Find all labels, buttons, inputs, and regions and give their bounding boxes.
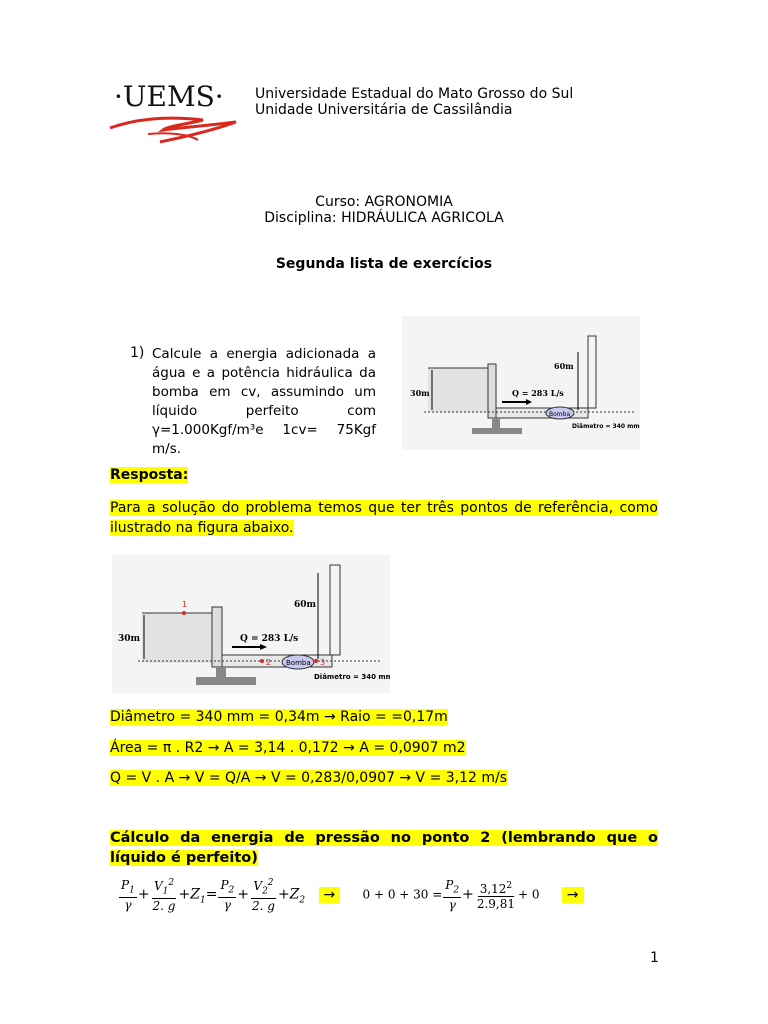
fig1-flow-label: Q = 283 L/s: [512, 388, 564, 398]
formula-v-value: 3,12: [479, 881, 507, 896]
unit-name: Unidade Universitária de Cassilândia: [255, 102, 513, 118]
fig2-diameter-label: Diâmetro = 340 mm: [314, 673, 390, 681]
figure-2: [112, 555, 390, 693]
fig2-pump-label: Bomba: [286, 659, 311, 667]
exercise-number: 1): [130, 345, 145, 361]
fig1-pump-label: Bomba: [549, 411, 571, 418]
calc-line-velocity: Q = V . A → V = Q/A → V = 0,283/0,0907 → V = 3,12 m/s: [110, 770, 508, 786]
uems-logo: [108, 78, 238, 150]
answer-heading: Resposta:: [110, 467, 189, 483]
arrow-1: →: [319, 887, 341, 903]
fig2-point-2: 2: [266, 658, 272, 667]
arrow-2: →: [562, 887, 584, 903]
bernoulli-equation: $\frac{P_1}{\gamma}$ + $\frac{V_1^2}{2. g}$ $+Z_1=$ $\frac{P_2}{\gamma}$ + $\frac{V_2^2}{2. g}$ $+Z_2$ → 0 + 0 + 30 = $\frac{P_2}{\gamma}$ + $\frac{3,12^2}{2.9,81}$ + 0 →: [118, 876, 584, 913]
institution-name: Universidade Estadual do Mato Grosso do Sul: [255, 86, 574, 102]
formula-rhs-left: 0 + 0 + 30 =: [362, 887, 443, 902]
logo-text: ·UEMS·: [114, 80, 224, 113]
fig1-height-label: 60m: [554, 361, 574, 371]
fig1-diameter-label: Diâmetro = 340 mm: [572, 423, 640, 430]
answer-intro: Para a solução do problema temos que ter três pontos de referência, como ilustrado na figura abaixo.: [110, 500, 658, 536]
fig2-flow-label: Q = 283 L/s: [240, 634, 299, 644]
exercise-text: Calcule a energia adicionada a água e a potência hidráulica da bomba em cv, assumindo um líquido perfeito com γ=1.000Kgf/m³e 1cv= 75Kgf m/s.: [152, 346, 376, 457]
fig2-point-1: 1: [182, 600, 188, 609]
calc-line-area: Área = π . R2 → A = 3,14 . 0,172 → A = 0,0907 m2: [110, 740, 466, 756]
page-title: Segunda lista de exercícios: [275, 256, 493, 272]
fig2-point-3: 3: [320, 658, 326, 667]
formula-plus-zero: + 0: [518, 887, 540, 902]
fig2-height-label: 60m: [294, 600, 317, 610]
fig1-depth-label: 30m: [410, 388, 430, 398]
calc-heading: Cálculo da energia de pressão no ponto 2 (lembrando que o líquido é perfeito): [110, 830, 658, 866]
course-line: Curso: AGRONOMIA: [315, 194, 453, 210]
discipline-line: Disciplina: HIDRÁULICA AGRICOLA: [264, 210, 504, 226]
calc-line-diameter: Diâmetro = 340 mm = 0,34m → Raio = =0,17m: [110, 709, 448, 725]
figure-1: [402, 316, 640, 450]
page-number: 1: [650, 950, 659, 966]
formula-den-value: 2.9,81: [476, 896, 515, 911]
fig2-depth-label: 30m: [118, 634, 141, 644]
